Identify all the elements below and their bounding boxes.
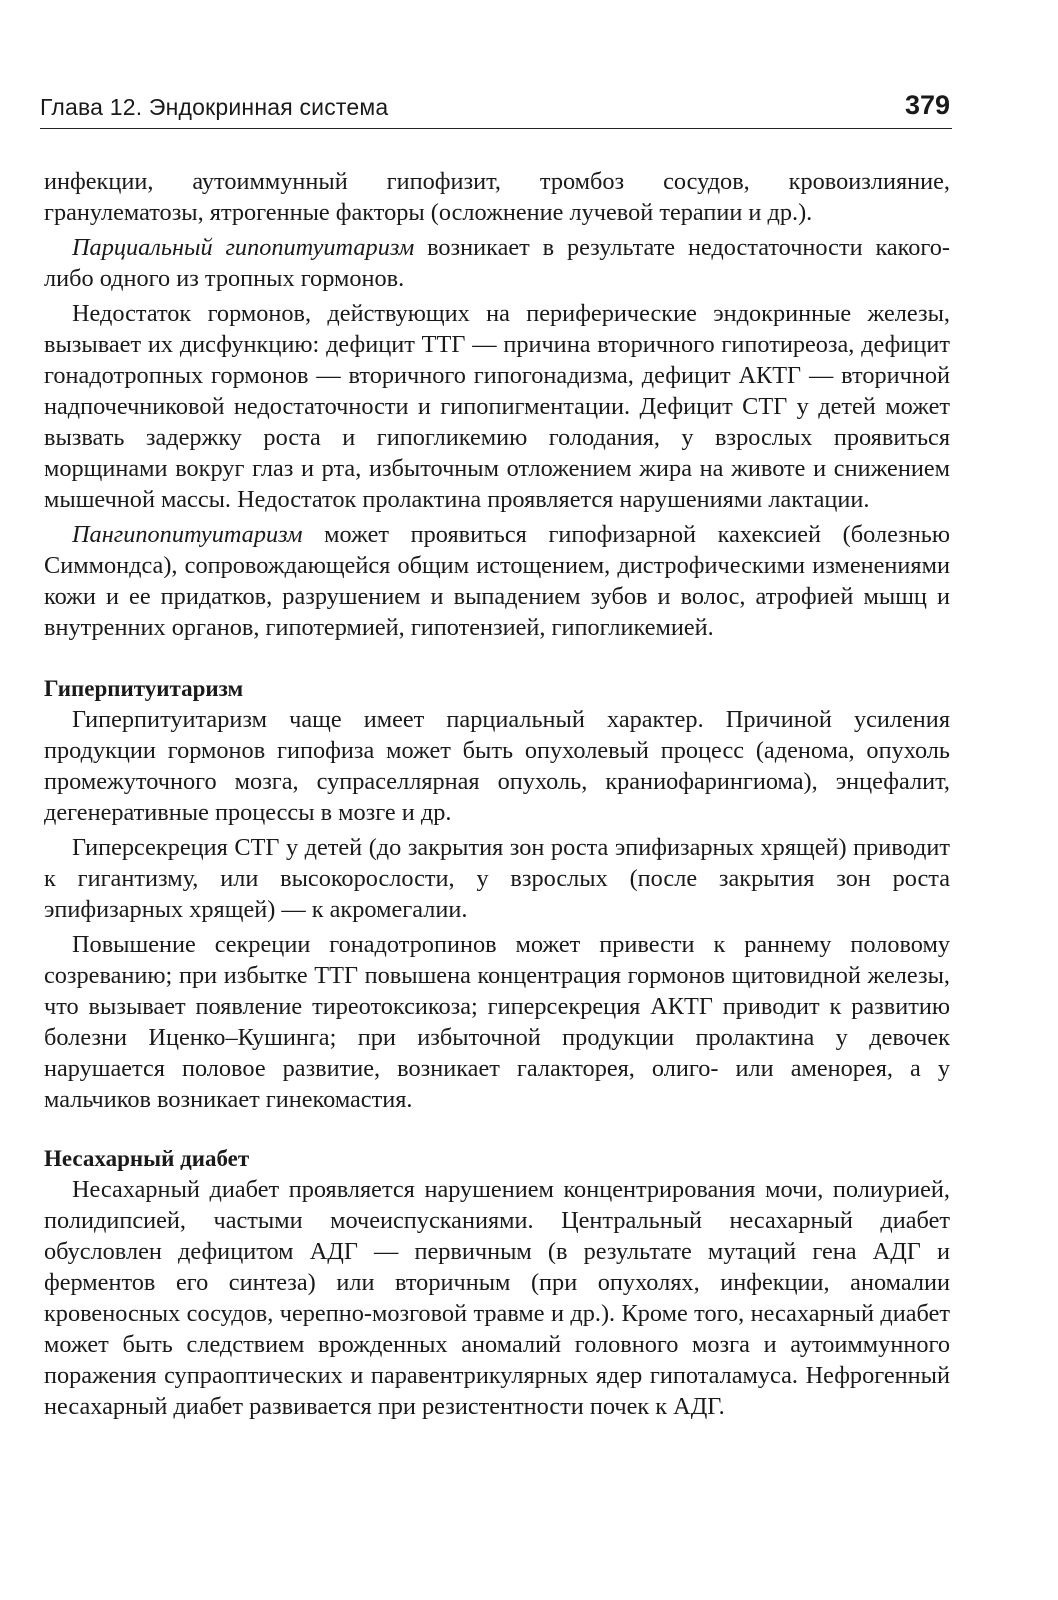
page-body (44, 166, 950, 1426)
section-heading-diabetes-insipidus: Несахарный диабет (44, 1146, 250, 1171)
term-partial-hypopituitarism: Парциальный гипопитуитаризм (72, 234, 415, 261)
paragraph-stg-hypersecretion: Гиперсекреция СТГ у детей (до закрытия зон роста эпифизарных хрящей) приводит к гигантизму, или высокорослости, у взрослых (после закрытия зон роста эпифизарных хрящей) — к акромегалии. (44, 834, 950, 923)
paragraph-panhypopituitarism (44, 519, 950, 643)
chapter-title: Глава 12. Эндокринная система (40, 94, 389, 120)
paragraph-text: возникает в результате недостаточности какого-либо одного из тропных гормонов. (44, 234, 950, 292)
paragraph-diabetes-insipidus: Несахарный диабет проявляется нарушением концентрирования мочи, полиурией, полидипсией, частыми мочеиспусканиями. Центральный несахарный диабет обусловлен дефицитом АДГ — первичным (в результате мутаций гена АДГ и ферментов его синтеза) или вторичным (при опухолях, инфекции, аномалии кровеносных сосудов, черепно-мозговой травме и др.). Кроме того, несахарный диабет может быть следствием врожденных аномалий головного мозга и аутоиммунного поражения супраоптических и паравентрикулярных ядер гипоталамуса. Нефрогенный несахарный диабет развивается при резистентности почек к АДГ. (44, 1176, 950, 1420)
section-spacer (44, 1119, 950, 1143)
paragraph-hyperpituitarism: Гиперпитуитаризм чаще имеет парциальный характер. Причиной усиления продукции гормонов гипофиза может быть опухолевый процесс (аденома, опухоль промежуточного мозга, супраселлярная опухоль, краниофарингиома), энцефалит, дегенеративные процессы в мозге и др. (44, 706, 950, 826)
paragraph-continuation: инфекции, аутоиммунный гипофизит, тромбоз сосудов, кровоизлияние, гранулематозы, ятрогенные факторы (осложнение лучевой терапии и др.). (44, 168, 950, 226)
paragraph-gonadotropins: Повышение секреции гонадотропинов может привести к раннему половому созреванию; при избытке ТТГ повышена концентрация гормонов щитовидной железы, что вызывает появление тиреотоксикоза; гиперсекреция АКТГ приводит к развитию болезни Иценко–Кушинга; при избыточной продукции пролактина у девочек нарушается половое развитие, возникает галакторея, олиго- или аменорея, а у мальчиков возникает гинекомастия. (44, 931, 950, 1113)
term-panhypopituitarism: Пангипопитуитаризм (72, 521, 303, 548)
running-header (40, 88, 952, 129)
paragraph-text: может проявиться гипофизарной кахексией (болезнью Симмондса), сопровождающейся общим истощением, дистрофическими изменениями кожи и ее придатков, разрушением и выпадением зубов и волос, атрофией мышц и внутренних органов, гипотермией, гипотензией, гипогликемией. (44, 521, 950, 641)
page-number: 379 (904, 90, 950, 120)
paragraph-partial-hypopituitarism (44, 232, 950, 294)
section-heading-hyperpituitarism: Гиперпитуитаризм (44, 676, 244, 701)
paragraph-hormone-deficiency: Недостаток гормонов, действующих на периферические эндокринные железы, вызывает их дисфункцию: дефицит ТТГ — причина вторичного гипотиреоза, дефицит гонадотропных гормонов — вторичного гипогонадизма, дефицит АКТГ — вторичной надпочечниковой недостаточности и гипопигментации. Дефицит СТГ у детей может вызвать задержку роста и гипогликемию голодания, у взрослых проявиться морщинами вокруг глаз и рта, избыточным отложением жира на животе и снижением мышечной массы. Недостаток пролактина проявляется нарушениями лактации. (44, 300, 950, 513)
section-spacer (44, 647, 950, 673)
